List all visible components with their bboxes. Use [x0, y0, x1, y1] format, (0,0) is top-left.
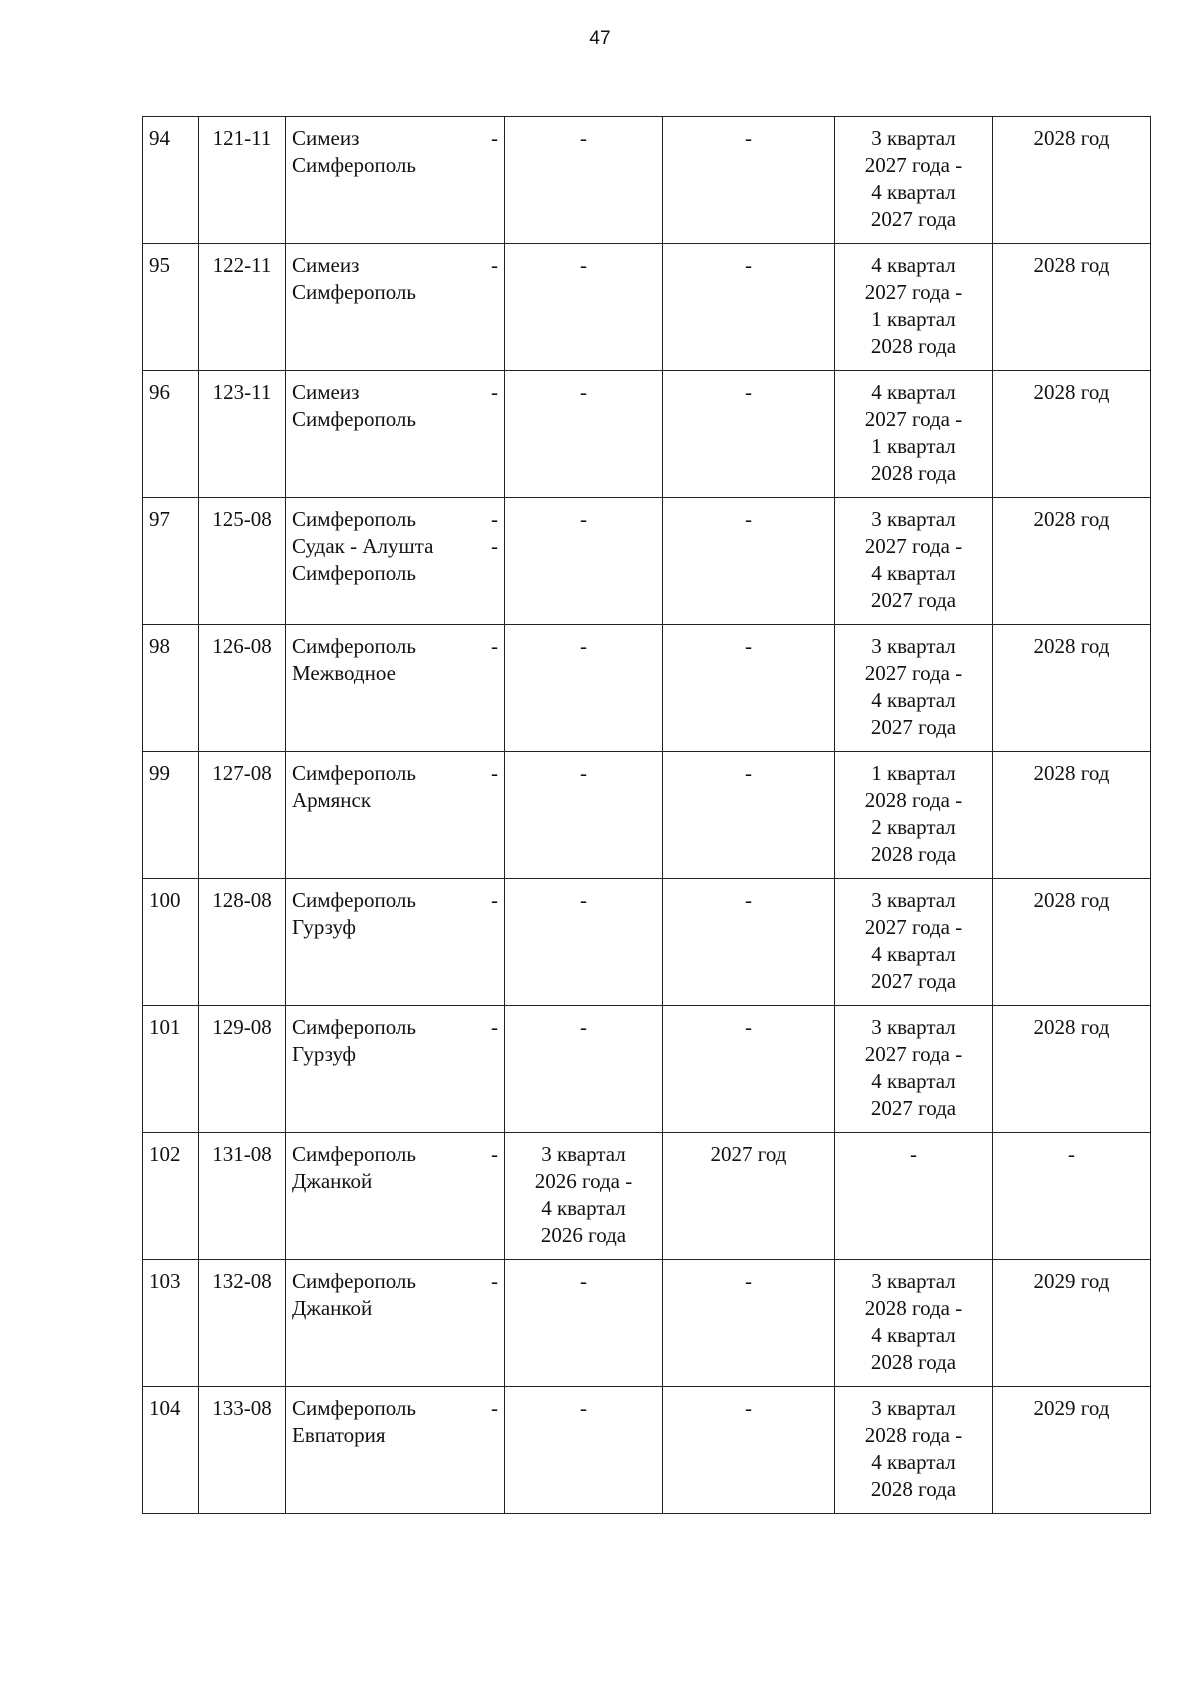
route-text: Евпатория	[292, 1423, 386, 1447]
cell-line: 2028 год	[1033, 1015, 1110, 1039]
period-cell-1	[505, 117, 663, 244]
cell-line: 2027 года -	[864, 153, 963, 177]
cell-line: -	[580, 253, 587, 277]
period-cell-2	[663, 244, 835, 371]
cell-line: 4 квартал	[871, 688, 956, 712]
route-name	[286, 1260, 505, 1387]
period-cell-1	[505, 244, 663, 371]
period-cell-3	[835, 625, 993, 752]
route-text: Симферополь	[292, 507, 416, 531]
route-line	[292, 660, 498, 687]
cell-line: -	[745, 634, 752, 658]
cell-line: -	[745, 380, 752, 404]
cell-line: 2027 года	[870, 207, 957, 231]
route-text: Симеиз	[292, 253, 360, 277]
cell-line: -	[580, 761, 587, 785]
cell-line: 2027 года -	[864, 1042, 963, 1066]
table-row	[143, 244, 1151, 371]
route-dash: -	[491, 1015, 498, 1039]
period-cell-1	[505, 879, 663, 1006]
route-text: Симферополь	[292, 888, 416, 912]
cell-line: -	[745, 1396, 752, 1420]
period-cell-4	[993, 625, 1151, 752]
cell-line: 2026 года -	[534, 1169, 633, 1193]
cell-line: 2027 года	[870, 1096, 957, 1120]
route-text: Симферополь	[292, 280, 416, 304]
route-line	[292, 787, 498, 814]
cell-line: 2028 год	[1033, 761, 1110, 785]
route-dash: -	[491, 634, 498, 658]
cell-line: 1 квартал	[871, 307, 956, 331]
cell-line: -	[910, 1142, 917, 1166]
table-row	[143, 1006, 1151, 1133]
cell-line: -	[745, 1269, 752, 1293]
cell-line: -	[1068, 1142, 1075, 1166]
table-row	[143, 879, 1151, 1006]
cell-line: 2028 год	[1033, 634, 1110, 658]
table-row	[143, 625, 1151, 752]
route-line	[292, 125, 498, 152]
cell-line: 2028 год	[1033, 253, 1110, 277]
route-text: Симферополь	[292, 407, 416, 431]
period-cell-2	[663, 371, 835, 498]
period-cell-1	[505, 1133, 663, 1260]
period-cell-3	[835, 1387, 993, 1514]
cell-line: 2028 года	[870, 1350, 957, 1374]
period-cell-2	[663, 1387, 835, 1514]
cell-line: 3 квартал	[871, 1396, 956, 1420]
row-number: 98	[143, 625, 199, 752]
route-code: 129-08	[199, 1006, 286, 1133]
period-cell-1	[505, 1387, 663, 1514]
route-line	[292, 279, 498, 306]
route-code: 132-08	[199, 1260, 286, 1387]
cell-line: 2027 год	[710, 1142, 787, 1166]
cell-line: -	[745, 761, 752, 785]
period-cell-1	[505, 498, 663, 625]
period-cell-1	[505, 1006, 663, 1133]
period-cell-2	[663, 1133, 835, 1260]
route-line	[292, 1422, 498, 1449]
route-line	[292, 152, 498, 179]
route-dash: -	[491, 761, 498, 785]
cell-line: 2029 год	[1033, 1269, 1110, 1293]
cell-line: 3 квартал	[871, 507, 956, 531]
period-cell-4	[993, 117, 1151, 244]
route-line	[292, 1014, 498, 1041]
cell-line: -	[580, 1396, 587, 1420]
cell-line: -	[580, 380, 587, 404]
table-row	[143, 117, 1151, 244]
route-line	[292, 533, 498, 560]
route-name	[286, 625, 505, 752]
cell-line: 3 квартал	[871, 888, 956, 912]
cell-line: 4 квартал	[541, 1196, 626, 1220]
route-name	[286, 879, 505, 1006]
row-number: 96	[143, 371, 199, 498]
cell-line: -	[745, 253, 752, 277]
route-line	[292, 560, 498, 587]
route-text: Симеиз	[292, 380, 360, 404]
period-cell-4	[993, 1006, 1151, 1133]
cell-line: 2 квартал	[871, 815, 956, 839]
route-line	[292, 1295, 498, 1322]
period-cell-4	[993, 1387, 1151, 1514]
period-cell-4	[993, 498, 1151, 625]
route-line	[292, 887, 498, 914]
route-text: Симферополь	[292, 1269, 416, 1293]
cell-line: 4 квартал	[871, 1450, 956, 1474]
cell-line: -	[580, 634, 587, 658]
period-cell-2	[663, 1260, 835, 1387]
cell-line: 2027 года	[870, 588, 957, 612]
period-cell-2	[663, 625, 835, 752]
route-name	[286, 371, 505, 498]
cell-line: -	[580, 1015, 587, 1039]
route-line	[292, 1041, 498, 1068]
route-text: Джанкой	[292, 1169, 373, 1193]
route-name	[286, 498, 505, 625]
route-code: 131-08	[199, 1133, 286, 1260]
cell-line: 2028 года	[870, 1477, 957, 1501]
period-cell-3	[835, 498, 993, 625]
cell-line: 2027 года	[870, 715, 957, 739]
route-text: Симферополь	[292, 1396, 416, 1420]
row-number: 103	[143, 1260, 199, 1387]
cell-line: 2027 года -	[864, 407, 963, 431]
cell-line: 2027 года	[870, 969, 957, 993]
table-row	[143, 1387, 1151, 1514]
route-line	[292, 379, 498, 406]
route-dash: -	[491, 253, 498, 277]
cell-line: 4 квартал	[871, 1323, 956, 1347]
cell-line: 3 квартал	[871, 1269, 956, 1293]
period-cell-3	[835, 879, 993, 1006]
cell-line: 4 квартал	[871, 561, 956, 585]
period-cell-3	[835, 752, 993, 879]
row-number: 97	[143, 498, 199, 625]
table-row	[143, 498, 1151, 625]
cell-line: 2028 года	[870, 334, 957, 358]
row-number: 94	[143, 117, 199, 244]
route-text: Армянск	[292, 788, 372, 812]
cell-line: 3 квартал	[871, 634, 956, 658]
period-cell-1	[505, 1260, 663, 1387]
cell-line: 2028 года -	[864, 1423, 963, 1447]
route-dash: -	[491, 888, 498, 912]
route-name	[286, 244, 505, 371]
route-line	[292, 252, 498, 279]
route-code: 126-08	[199, 625, 286, 752]
period-cell-2	[663, 752, 835, 879]
route-text: Симеиз	[292, 126, 360, 150]
row-number: 99	[143, 752, 199, 879]
cell-line: 2027 года -	[864, 915, 963, 939]
cell-line: 2028 год	[1033, 507, 1110, 531]
schedule-body	[143, 117, 1151, 1514]
period-cell-3	[835, 117, 993, 244]
cell-line: 1 квартал	[871, 434, 956, 458]
route-code: 127-08	[199, 752, 286, 879]
route-code: 133-08	[199, 1387, 286, 1514]
cell-line: -	[745, 126, 752, 150]
route-line	[292, 406, 498, 433]
route-text: Симферополь	[292, 1015, 416, 1039]
cell-line: 4 квартал	[871, 180, 956, 204]
cell-line: 2028 год	[1033, 888, 1110, 912]
period-cell-4	[993, 879, 1151, 1006]
route-line	[292, 1168, 498, 1195]
table-row	[143, 1133, 1151, 1260]
period-cell-4	[993, 752, 1151, 879]
period-cell-1	[505, 752, 663, 879]
cell-line: 2028 года -	[864, 788, 963, 812]
cell-line: 2028 год	[1033, 380, 1110, 404]
table-row	[143, 1260, 1151, 1387]
period-cell-3	[835, 1006, 993, 1133]
cell-line: -	[580, 888, 587, 912]
cell-line: 3 квартал	[871, 1015, 956, 1039]
cell-line: 4 квартал	[871, 1069, 956, 1093]
route-dash: -	[491, 507, 498, 531]
cell-line: -	[745, 507, 752, 531]
period-cell-3	[835, 244, 993, 371]
table-row	[143, 371, 1151, 498]
cell-line: 2028 года -	[864, 1296, 963, 1320]
cell-line: 2027 года -	[864, 280, 963, 304]
schedule-table	[142, 116, 1151, 1514]
period-cell-4	[993, 244, 1151, 371]
cell-line: 2028 года	[870, 461, 957, 485]
route-dash: -	[491, 126, 498, 150]
page-number: 47	[589, 28, 611, 49]
route-line	[292, 1268, 498, 1295]
cell-line: 4 квартал	[871, 380, 956, 404]
cell-line: -	[745, 888, 752, 912]
route-text: Судак - Алушта	[292, 534, 434, 558]
period-cell-2	[663, 879, 835, 1006]
route-text: Симферополь	[292, 561, 416, 585]
cell-line: 2028 года	[870, 842, 957, 866]
row-number: 104	[143, 1387, 199, 1514]
cell-line: 2027 года -	[864, 661, 963, 685]
route-dash: -	[491, 534, 498, 558]
period-cell-2	[663, 1006, 835, 1133]
route-text: Симферополь	[292, 634, 416, 658]
cell-line: -	[580, 1269, 587, 1293]
cell-line: 1 квартал	[871, 761, 956, 785]
cell-line: -	[745, 1015, 752, 1039]
route-line	[292, 760, 498, 787]
route-dash: -	[491, 1396, 498, 1420]
row-number: 101	[143, 1006, 199, 1133]
period-cell-4	[993, 1133, 1151, 1260]
period-cell-3	[835, 1133, 993, 1260]
cell-line: 4 квартал	[871, 942, 956, 966]
route-text: Гурзуф	[292, 915, 357, 939]
route-line	[292, 914, 498, 941]
cell-line: -	[580, 507, 587, 531]
period-cell-2	[663, 498, 835, 625]
route-text: Симферополь	[292, 1142, 416, 1166]
cell-line: 3 квартал	[871, 126, 956, 150]
route-code: 122-11	[199, 244, 286, 371]
period-cell-1	[505, 625, 663, 752]
route-name	[286, 1006, 505, 1133]
cell-line: 3 квартал	[541, 1142, 626, 1166]
row-number: 102	[143, 1133, 199, 1260]
route-line	[292, 633, 498, 660]
route-text: Гурзуф	[292, 1042, 357, 1066]
period-cell-3	[835, 371, 993, 498]
route-text: Межводное	[292, 661, 396, 685]
period-cell-4	[993, 371, 1151, 498]
cell-line: 2027 года -	[864, 534, 963, 558]
period-cell-1	[505, 371, 663, 498]
cell-line: 2026 года	[540, 1223, 627, 1247]
route-text: Симферополь	[292, 761, 416, 785]
route-text: Симферополь	[292, 153, 416, 177]
route-name	[286, 117, 505, 244]
table-row	[143, 752, 1151, 879]
period-cell-3	[835, 1260, 993, 1387]
route-dash: -	[491, 1269, 498, 1293]
route-text: Джанкой	[292, 1296, 373, 1320]
route-name	[286, 1387, 505, 1514]
route-code: 125-08	[199, 498, 286, 625]
route-name	[286, 1133, 505, 1260]
route-code: 128-08	[199, 879, 286, 1006]
cell-line: -	[580, 126, 587, 150]
route-dash: -	[491, 1142, 498, 1166]
route-code: 123-11	[199, 371, 286, 498]
period-cell-2	[663, 117, 835, 244]
row-number: 100	[143, 879, 199, 1006]
route-dash: -	[491, 380, 498, 404]
cell-line: 2028 год	[1033, 126, 1110, 150]
cell-line: 4 квартал	[871, 253, 956, 277]
cell-line: 2029 год	[1033, 1396, 1110, 1420]
route-name	[286, 752, 505, 879]
route-line	[292, 506, 498, 533]
period-cell-4	[993, 1260, 1151, 1387]
row-number: 95	[143, 244, 199, 371]
route-line	[292, 1141, 498, 1168]
route-line	[292, 1395, 498, 1422]
route-code: 121-11	[199, 117, 286, 244]
